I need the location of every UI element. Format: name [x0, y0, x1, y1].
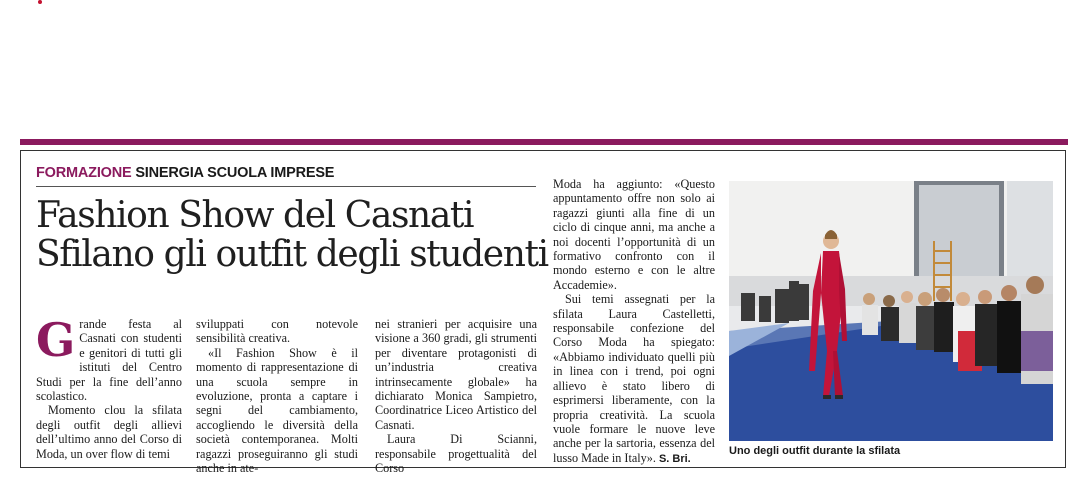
- drop-cap: G: [36, 313, 76, 367]
- article-photo: [729, 181, 1053, 441]
- col3-paragraph-1: nei stranieri per acquisire una visione a 360 gradi, gli strumenti per diventare protagonisti di un’industria creativa intrinsecamente globale» ha dichiarato Monica Sampietro, Coordinatrice Liceo Artistico del Casnati.: [375, 317, 537, 432]
- text-column-2: [196, 317, 358, 475]
- headline: [36, 196, 548, 274]
- col1-paragraph-2: Momento clou la sfilata degli outfit degli allievi dell’ultimo anno del Corso di Moda, un over flow di temi: [36, 403, 182, 461]
- text-column-4: [553, 177, 715, 466]
- kicker: [36, 165, 334, 181]
- col3-paragraph-2: Laura Di Scianni, responsabile progettualità del Corso: [375, 432, 537, 476]
- col1-paragraph-1: rande festa al Casnati con studenti e genitori di tutti gli istituti del Centro Studi per la fine dell’anno scolastico.: [36, 317, 182, 404]
- headline-line-1: Fashion Show del Casnati: [36, 195, 474, 236]
- col2-paragraph-1: sviluppati con notevole sensibilità creativa.: [196, 317, 358, 346]
- headline-line-2: Sfilano gli outfit degli studenti: [36, 234, 548, 275]
- text-column-3: [375, 317, 537, 475]
- col4-paragraph-1: Moda ha aggiunto: «Questo appuntamento offre non solo ai ragazzi giunti alla fine di un ciclo di cinque anni, ma anche a noi docenti l’opportunità di un formativo confronto con il mondo esterno e con le altre Accademie».: [553, 177, 715, 292]
- photo-caption: Uno degli outfit durante la sfilata: [729, 445, 901, 457]
- kicker-rule: [36, 186, 536, 187]
- kicker-section: FORMAZIONE: [36, 165, 132, 181]
- col4-paragraph-2: Sui temi assegnati per la sfilata Laura Castelletti, responsabile confezione del Corso Moda ha spiegato: «Abbiamo individuato quelli più in linea con i trend, poi ogni allievo è stato libero di esprimersi liberamente, con la propria creatività. La scuola vuole formare le nuove leve anche per la sartoria, essenza del lusso Made in Italy».: [553, 292, 715, 465]
- kicker-topic: SINERGIA SCUOLA IMPRESE: [135, 165, 335, 181]
- col2-paragraph-2: «Il Fashion Show è il momento di rappresentazione di una scuola sempre in evoluzione, pronta a captare i segni del cambiamento, accogliendo le diversità della società contemporanea. Molti ragazzi proseguiranno gli studi anche in ate-: [196, 345, 358, 476]
- red-dot-mark: [38, 0, 42, 4]
- section-top-bar: [20, 139, 1068, 145]
- text-column-1: [36, 313, 182, 461]
- author-signature: S. Bri.: [658, 452, 691, 465]
